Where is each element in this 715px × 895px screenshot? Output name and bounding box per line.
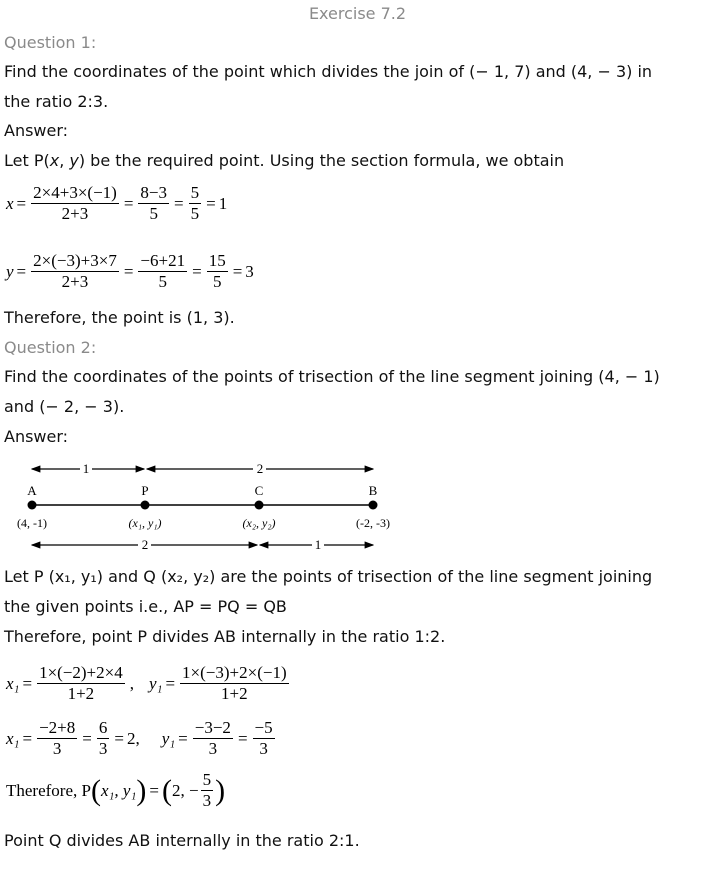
- point-c-label: C: [254, 483, 264, 498]
- trisection-diagram: [10, 455, 390, 555]
- x1-y1-formula: x₁ = $\frac{1\times(-2)+2\times 4}{1+2}$ , y₁ = $\frac{1\times(-3)+2\times(-1)}{1+2}$: [6, 663, 287, 703]
- question-2-let-line-2: the given points i.e., AP = PQ = QB: [4, 597, 287, 616]
- question-1-answer-intro: Let P(x, y) be the required point. Using the section formula, we obtain: [4, 151, 565, 170]
- question-1-answer-label: Answer:: [4, 121, 69, 140]
- point-a-coord: (4, -1): [17, 516, 47, 530]
- bottom-label-2: 2: [141, 537, 149, 552]
- point-b-dot: [369, 501, 378, 510]
- bottom-label-1: 1: [314, 537, 322, 552]
- question-1-text-line-1: Find the coordinates of the point which divides the join of (− 1, 7) and (4, − 3) in: [4, 62, 653, 81]
- point-b-label: B: [368, 483, 378, 498]
- point-p-dot: [141, 501, 150, 510]
- x-equation: x = $\frac{2\times 4+3\times(-1)}{2+3}$ = $\frac{8-3}{5}$ = $\frac{5}{5}$ = 1: [6, 183, 228, 223]
- y-equation: y = $\frac{2\times(-3)+3\times 7}{2+3}$ = $\frac{-6+21}{5}$ = $\frac{15}{5}$ = 3: [6, 251, 254, 291]
- point-a-dot: [28, 501, 37, 510]
- point-p-label: P: [141, 483, 149, 498]
- point-c-coord: (x₂, y₂): [242, 516, 276, 530]
- question-2-q-line: Point Q divides AB internally in the ratio 2:1.: [4, 831, 360, 850]
- question-1-text-line-2: the ratio 2:3.: [4, 92, 109, 111]
- question-2-text-line-2: and (− 2, − 3).: [4, 397, 125, 416]
- point-c-dot: [255, 501, 264, 510]
- question-2-therefore-p: Therefore, point P divides AB internally in the ratio 1:2.: [4, 627, 446, 646]
- point-p-coord: (x₁, y₁): [128, 516, 162, 530]
- top-label-1: 1: [82, 461, 90, 476]
- point-b-coord: (-2, -3): [356, 516, 390, 530]
- question-2-let-line-1: Let P (x₁, y₁) and Q (x₂, y₂) are the points of trisection of the line segment joining: [4, 567, 653, 586]
- x1-y1-values: x₁ = $\frac{-2+8}{3}$ = $\frac{6}{3}$ = 2, y₁ = $\frac{-3-2}{3}$ = $\frac{-5}{3}$: [6, 718, 273, 758]
- p-result: Therefore, P ( x₁, y₁ ) = ( 2, − $\frac{5}{3}$ ): [6, 770, 226, 810]
- question-2-text-line-1: Find the coordinates of the points of trisection of the line segment joining (4, − 1): [4, 367, 660, 386]
- question-1-conclusion: Therefore, the point is (1, 3).: [4, 308, 235, 327]
- question-2-heading: Question 2:: [4, 338, 97, 357]
- top-label-2: 2: [256, 461, 264, 476]
- exercise-title: Exercise 7.2: [308, 4, 407, 23]
- question-2-answer-label: Answer:: [4, 427, 69, 446]
- question-1-heading: Question 1:: [4, 33, 97, 52]
- point-a-label: A: [27, 483, 37, 498]
